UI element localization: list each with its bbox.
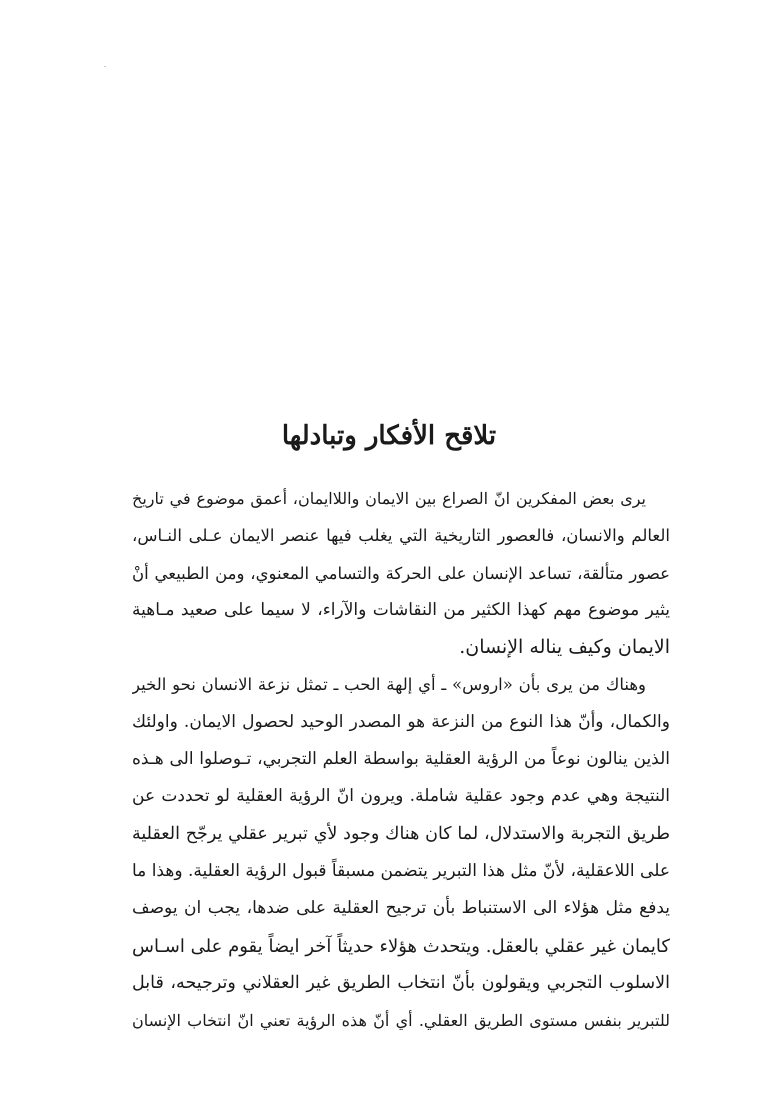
paragraph-2-line-8: كايمان غير عقلي بالعقل. ويتحدث هؤلاء حديثاً آخر ايضاً يقوم على اسـاس (132, 935, 670, 957)
paragraph-1-line-4: يثير موضوع مهم كهذا الكثير من النقاشات والآراء، لا سيما على صعيد مـاهية (132, 599, 670, 620)
paragraph-2-line-1: وهناك من يرى بأن «اروس» ـ أي إلهة الحب ـ تمثل نزعة الانسان نحو الخير (132, 675, 646, 695)
paragraph-2-line-3: الذين ينالون نوعاً من الرؤية العقلية بواسطة العلم التجربي، تـوصلوا الى هـذه (132, 749, 670, 770)
paragraph-1-line-5: الايمان وكيف يناله الإنسان. (459, 636, 670, 659)
paragraph-2-line-9: الاسلوب التجربي ويقولون بأنّ انتخاب الطريق غير العقلاني وترجيحه، قابل (132, 972, 670, 993)
paragraph-2-line-6: على اللاعقلية، لأنّ مثل هذا التبرير يتضمن مسبقاً قبول الرؤية العقلية. وهذا ما (132, 860, 670, 881)
paragraph-2-line-10: للتبرير بنفس مستوى الطريق العقلي. أي أنّ هذه الرؤية تعني انّ انتخاب الإنسان (132, 1011, 670, 1031)
paragraph-1-line-3: عصور متألقة، تساعد الإنسان على الحركة والتسامي المعنوي، ومن الطبيعي أنْ (132, 563, 670, 583)
paragraph-2-line-2: والكمال، وأنّ هذا النوع من النزعة هو المصدر الوحيد لحصول الايمان. واولئك (132, 711, 670, 732)
paragraph-2-line-7: يدفع مثل هؤلاء الى الاستنباط بأن ترجيح العقلية على ضدها، يجب ان يوصف (132, 898, 670, 919)
paragraph-2-line-4: النتيجة وهي عدم وجود عقلية شاملة. ويرون انّ الرؤية العقلية لو تحددت عن (132, 786, 670, 807)
paragraph-1-line-2: العالم والانسان، فالعصور التاريخية التي يغلب فيها عنصر الايمان عـلى النـاس، (132, 526, 670, 546)
paragraph-2-line-5: طريق التجربة والاستدلال، لما كان هناك وجود لأي تبرير عقلي يرجّح العقلية (132, 823, 670, 844)
paragraph-1-line-1: يرى بعض المفكرين انّ الصراع بين الايمان واللاايمان، أعمق موضوع في تاريخ (132, 489, 646, 508)
body-text (132, 480, 670, 1039)
chapter-title: تلاقح الأفكار وتبادلها (281, 421, 497, 451)
page-mark (104, 66, 106, 67)
